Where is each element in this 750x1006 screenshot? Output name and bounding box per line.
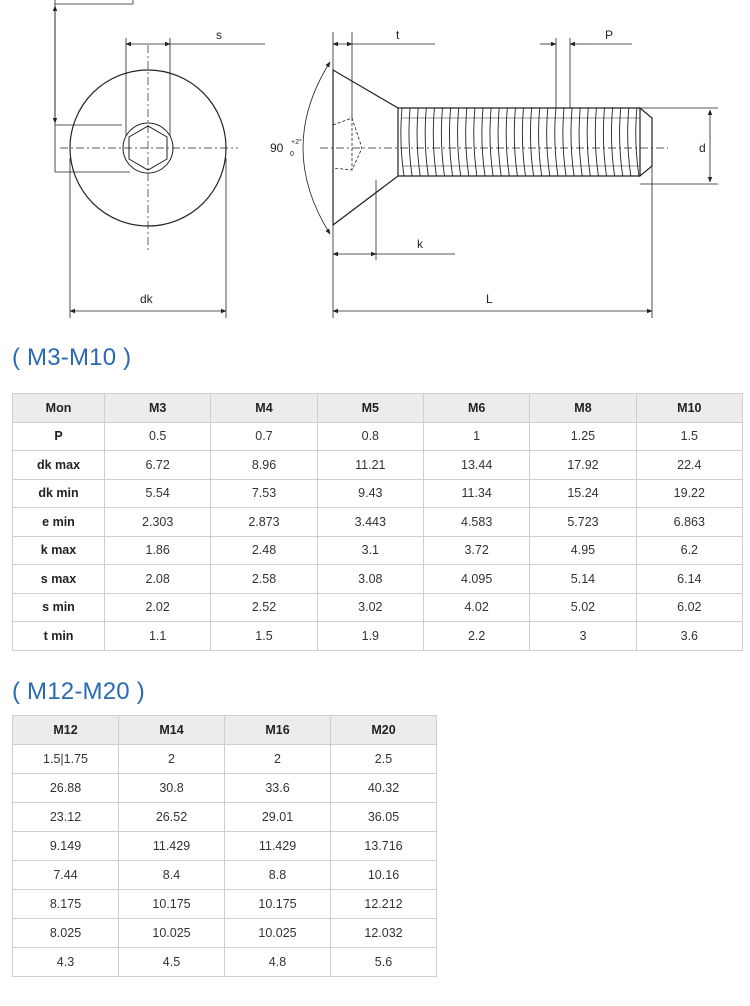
table-cell: 5.14 bbox=[530, 565, 636, 594]
table-cell: 10.175 bbox=[225, 890, 331, 919]
row-label: t min bbox=[13, 622, 105, 651]
table-cell: 40.32 bbox=[331, 774, 437, 803]
table-cell: 17.92 bbox=[530, 451, 636, 480]
table-cell: 1.5 bbox=[211, 622, 317, 651]
table-cell: 12.032 bbox=[331, 919, 437, 948]
table-cell: 3 bbox=[530, 622, 636, 651]
table-cell: 4.02 bbox=[423, 593, 529, 622]
screw-dimension-drawing bbox=[0, 0, 750, 330]
table-cell: 11.21 bbox=[317, 451, 423, 480]
table-cell: 8.025 bbox=[13, 919, 119, 948]
table-cell: 2 bbox=[119, 745, 225, 774]
table-cell: 2.2 bbox=[423, 622, 529, 651]
table-cell: 12.212 bbox=[331, 890, 437, 919]
header-cell: M8 bbox=[530, 394, 636, 423]
table-cell: 5.02 bbox=[530, 593, 636, 622]
table-cell: 13.716 bbox=[331, 832, 437, 861]
table-cell: 3.443 bbox=[317, 508, 423, 537]
table-cell: 4.8 bbox=[225, 948, 331, 977]
table-cell: 2.5 bbox=[331, 745, 437, 774]
table-cell: 8.175 bbox=[13, 890, 119, 919]
table-cell: 4.95 bbox=[530, 536, 636, 565]
table-cell: 3.6 bbox=[636, 622, 742, 651]
table-cell: 3.08 bbox=[317, 565, 423, 594]
table-cell: 0.5 bbox=[105, 422, 211, 451]
table-cell: 3.72 bbox=[423, 536, 529, 565]
table-row bbox=[13, 890, 437, 919]
label-l: L bbox=[486, 292, 493, 306]
label-s: s bbox=[216, 28, 222, 42]
table-cell: 1.25 bbox=[530, 422, 636, 451]
table-cell: 4.583 bbox=[423, 508, 529, 537]
table-cell: 6.2 bbox=[636, 536, 742, 565]
table-cell: 1.9 bbox=[317, 622, 423, 651]
table-cell: 36.05 bbox=[331, 803, 437, 832]
table-row bbox=[13, 832, 437, 861]
table-cell: 30.8 bbox=[119, 774, 225, 803]
section-title-m12-m20: ( M12-M20 ) bbox=[12, 678, 145, 705]
table-cell: 4.095 bbox=[423, 565, 529, 594]
table-cell: 8.8 bbox=[225, 861, 331, 890]
table-cell: 13.44 bbox=[423, 451, 529, 480]
table-cell: 5.723 bbox=[530, 508, 636, 537]
table-row bbox=[13, 593, 743, 622]
table-cell: 2 bbox=[225, 745, 331, 774]
table-cell: 6.14 bbox=[636, 565, 742, 594]
table-row bbox=[13, 565, 743, 594]
table-cell: 0.7 bbox=[211, 422, 317, 451]
table-cell: 6.863 bbox=[636, 508, 742, 537]
table-row bbox=[13, 479, 743, 508]
table-cell: 3.1 bbox=[317, 536, 423, 565]
table-cell: 9.43 bbox=[317, 479, 423, 508]
table-row bbox=[13, 774, 437, 803]
label-p: P bbox=[605, 28, 614, 42]
header-cell: M12 bbox=[13, 716, 119, 745]
table-cell: 19.22 bbox=[636, 479, 742, 508]
table-cell: 4.3 bbox=[13, 948, 119, 977]
header-cell: M14 bbox=[119, 716, 225, 745]
table-header-row bbox=[13, 394, 743, 423]
table-row bbox=[13, 622, 743, 651]
table-row bbox=[13, 508, 743, 537]
table-cell: 7.44 bbox=[13, 861, 119, 890]
table-row bbox=[13, 803, 437, 832]
table-cell: 4.5 bbox=[119, 948, 225, 977]
table-row bbox=[13, 451, 743, 480]
table-cell: 2.303 bbox=[105, 508, 211, 537]
table-cell: 2.52 bbox=[211, 593, 317, 622]
table-cell: 8.96 bbox=[211, 451, 317, 480]
table-cell: 11.34 bbox=[423, 479, 529, 508]
table-cell: 26.88 bbox=[13, 774, 119, 803]
table-cell: 7.53 bbox=[211, 479, 317, 508]
header-cell: M6 bbox=[423, 394, 529, 423]
table-row bbox=[13, 536, 743, 565]
header-cell: M20 bbox=[331, 716, 437, 745]
row-label: dk min bbox=[13, 479, 105, 508]
table-cell: 5.6 bbox=[331, 948, 437, 977]
row-label: dk max bbox=[13, 451, 105, 480]
table-cell: 10.025 bbox=[119, 919, 225, 948]
table-cell: 2.58 bbox=[211, 565, 317, 594]
header-cell: M10 bbox=[636, 394, 742, 423]
table-cell: 1 bbox=[423, 422, 529, 451]
table-cell: 1.5|1.75 bbox=[13, 745, 119, 774]
row-label: s max bbox=[13, 565, 105, 594]
label-angle: 90 bbox=[270, 141, 284, 155]
header-cell: M5 bbox=[317, 394, 423, 423]
row-label: k max bbox=[13, 536, 105, 565]
table-cell: 2.873 bbox=[211, 508, 317, 537]
table-cell: 22.4 bbox=[636, 451, 742, 480]
table-row bbox=[13, 948, 437, 977]
label-t: t bbox=[396, 28, 400, 42]
table-cell: 10.16 bbox=[331, 861, 437, 890]
table-cell: 10.175 bbox=[119, 890, 225, 919]
countersunk-head bbox=[333, 70, 398, 225]
label-dk: dk bbox=[140, 292, 153, 306]
label-tolerance-zero: 0 bbox=[290, 151, 294, 158]
table-cell: 5.54 bbox=[105, 479, 211, 508]
table-cell: 11.429 bbox=[119, 832, 225, 861]
table-cell: 6.02 bbox=[636, 593, 742, 622]
table-cell: 15.24 bbox=[530, 479, 636, 508]
row-label: P bbox=[13, 422, 105, 451]
row-label: e min bbox=[13, 508, 105, 537]
section-title-m3-m10: ( M3-M10 ) bbox=[12, 344, 132, 371]
table-header-row bbox=[13, 716, 437, 745]
table-cell: 1.5 bbox=[636, 422, 742, 451]
table-cell: 3.02 bbox=[317, 593, 423, 622]
table-cell: 1.86 bbox=[105, 536, 211, 565]
table-row bbox=[13, 861, 437, 890]
table-row bbox=[13, 745, 437, 774]
label-k: k bbox=[417, 237, 423, 251]
table-cell: 23.12 bbox=[13, 803, 119, 832]
header-cell: Mon bbox=[13, 394, 105, 423]
table-cell: 10.025 bbox=[225, 919, 331, 948]
row-label: s min bbox=[13, 593, 105, 622]
table-cell: 26.52 bbox=[119, 803, 225, 832]
table-cell: 2.08 bbox=[105, 565, 211, 594]
table-cell: 6.72 bbox=[105, 451, 211, 480]
table-row bbox=[13, 919, 437, 948]
header-cell: M16 bbox=[225, 716, 331, 745]
spec-table-m3-m10 bbox=[12, 393, 743, 651]
table-cell: 1.1 bbox=[105, 622, 211, 651]
table-cell: 2.48 bbox=[211, 536, 317, 565]
table-cell: 33.6 bbox=[225, 774, 331, 803]
table-cell: 0.8 bbox=[317, 422, 423, 451]
table-cell: 9.149 bbox=[13, 832, 119, 861]
table-cell: 29.01 bbox=[225, 803, 331, 832]
table-row bbox=[13, 422, 743, 451]
table-cell: 11.429 bbox=[225, 832, 331, 861]
spec-table-m12-m20 bbox=[12, 715, 437, 977]
header-cell: M3 bbox=[105, 394, 211, 423]
table-cell: 2.02 bbox=[105, 593, 211, 622]
label-tolerance-plus: +2° bbox=[291, 139, 302, 146]
table-cell: 8.4 bbox=[119, 861, 225, 890]
header-cell: M4 bbox=[211, 394, 317, 423]
label-d: d bbox=[699, 141, 706, 155]
